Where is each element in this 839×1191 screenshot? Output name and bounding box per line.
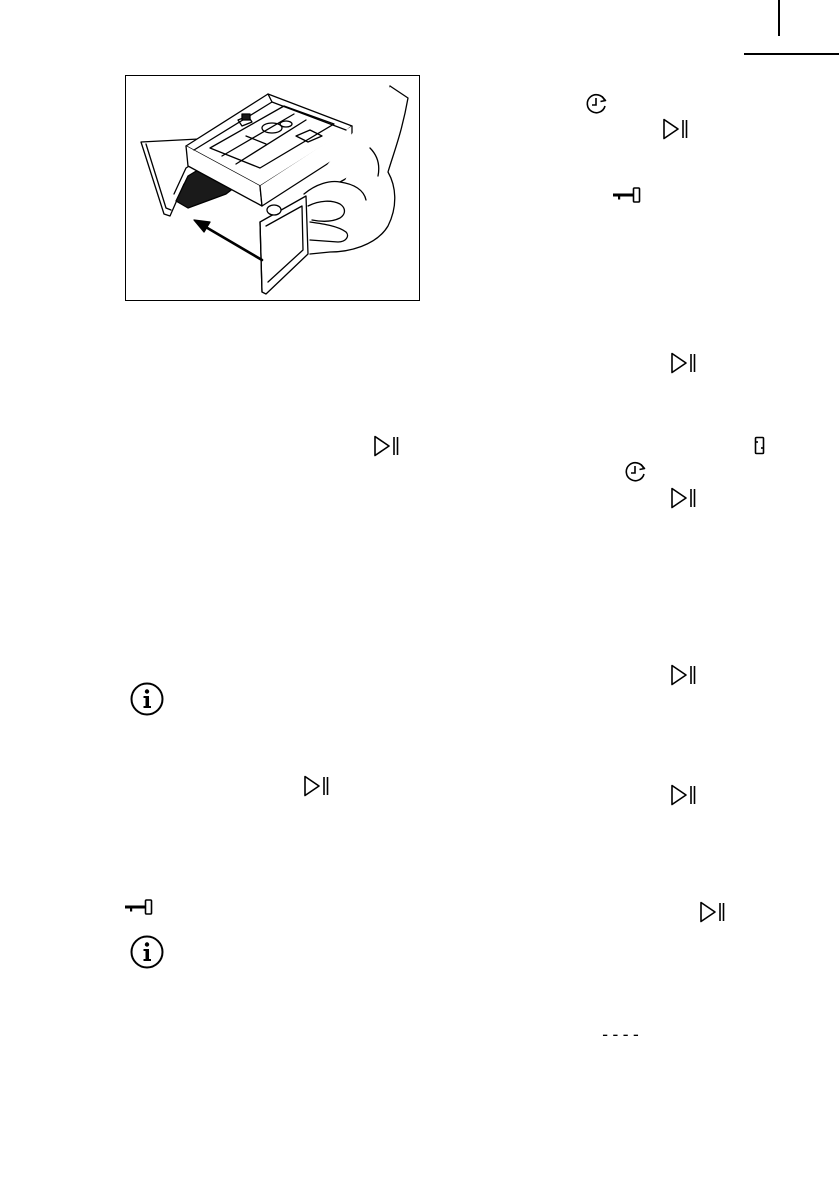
start-pause-icon [662, 118, 688, 140]
start-pause-icon [670, 784, 696, 806]
crop-mark-horizontal [744, 53, 839, 55]
info-icon [130, 935, 164, 969]
child-lock-icon [125, 898, 153, 916]
start-pause-icon [303, 775, 329, 797]
start-pause-icon [670, 664, 696, 686]
info-icon [130, 682, 164, 716]
child-lock-icon [613, 186, 641, 204]
delay-start-icon [586, 93, 608, 115]
dispenser-drawer-figure [125, 75, 420, 301]
start-pause-icon [670, 487, 696, 509]
crop-mark-vertical [778, 0, 780, 36]
start-pause-icon [373, 435, 399, 457]
start-pause-icon [670, 352, 696, 374]
start-pause-icon [699, 901, 725, 923]
display-dashes: ---- [600, 1025, 641, 1045]
delay-start-icon [625, 461, 647, 483]
door-lock-icon [754, 436, 766, 456]
